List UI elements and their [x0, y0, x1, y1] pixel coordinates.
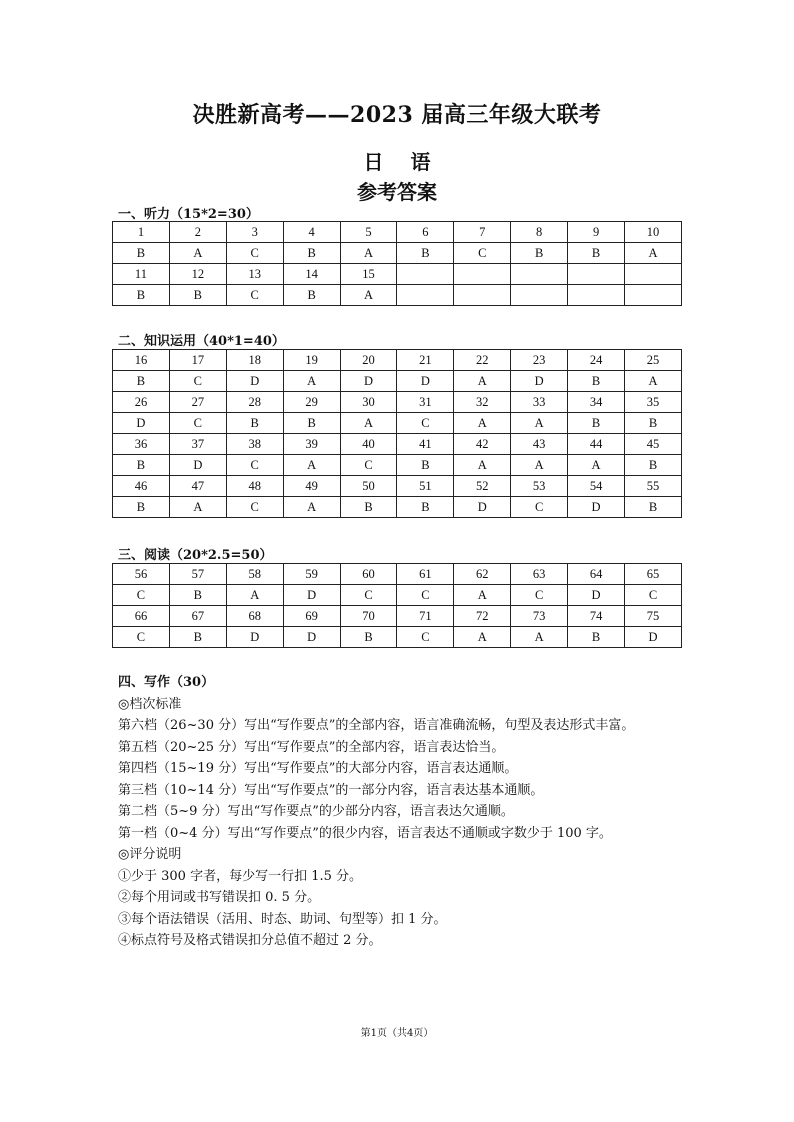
- question-number-cell: 5: [340, 222, 397, 243]
- answer-cell: A: [283, 371, 340, 392]
- question-number-cell: 64: [568, 564, 625, 585]
- answer-cell: A: [340, 285, 397, 306]
- question-number-cell: 4: [283, 222, 340, 243]
- question-number-cell: 55: [625, 476, 682, 497]
- answer-cell: B: [511, 243, 568, 264]
- answer-cell: [454, 285, 511, 306]
- answer-cell: B: [283, 413, 340, 434]
- knowledge-answer-table: [112, 349, 682, 518]
- answer-cell: A: [283, 497, 340, 518]
- question-number-cell: 23: [511, 350, 568, 371]
- answer-cell: B: [340, 627, 397, 648]
- question-number-cell: 61: [397, 564, 454, 585]
- question-number-cell: 30: [340, 392, 397, 413]
- question-number-row: [113, 606, 682, 627]
- writing-line: 第三档（10~14 分）写出“写作要点”的一部分内容，语言表达基本通顺。: [118, 782, 544, 798]
- question-number-cell: 16: [113, 350, 170, 371]
- question-number-cell: 51: [397, 476, 454, 497]
- question-number-cell: 19: [283, 350, 340, 371]
- answer-cell: B: [113, 455, 170, 476]
- question-number-cell: 25: [625, 350, 682, 371]
- answer-cell: A: [454, 585, 511, 606]
- answer-cell: D: [283, 627, 340, 648]
- question-number-cell: 31: [397, 392, 454, 413]
- answer-cell: A: [169, 243, 226, 264]
- reading-heading: 三、阅读（20*2.5=50）: [118, 548, 273, 563]
- answer-cell: C: [226, 285, 283, 306]
- answer-row: [113, 371, 682, 392]
- listening-answer-table: [112, 221, 682, 306]
- answer-cell: A: [226, 585, 283, 606]
- question-number-cell: 13: [226, 264, 283, 285]
- question-number-cell: 1: [113, 222, 170, 243]
- answer-cell: D: [283, 585, 340, 606]
- answer-cell: B: [568, 413, 625, 434]
- question-number-cell: 17: [169, 350, 226, 371]
- reading-answer-table: [112, 563, 682, 648]
- question-number-row: [113, 434, 682, 455]
- answer-cell: C: [340, 455, 397, 476]
- question-number-cell: 59: [283, 564, 340, 585]
- answer-cell: D: [511, 371, 568, 392]
- question-number-cell: 24: [568, 350, 625, 371]
- writing-line: 第四档（15~19 分）写出“写作要点”的大部分内容，语言表达通顺。: [118, 761, 518, 776]
- question-number-cell: 43: [511, 434, 568, 455]
- question-number-cell: 2: [169, 222, 226, 243]
- answer-cell: B: [113, 497, 170, 518]
- question-number-cell: 33: [511, 392, 568, 413]
- question-number-cell: 60: [340, 564, 397, 585]
- answer-row: [113, 455, 682, 476]
- question-number-cell: 75: [625, 606, 682, 627]
- answer-cell: A: [454, 371, 511, 392]
- answer-cell: A: [169, 497, 226, 518]
- question-number-cell: 29: [283, 392, 340, 413]
- writing-line: ◎档次标准: [118, 696, 182, 712]
- answer-cell: B: [169, 585, 226, 606]
- answer-cell: B: [113, 243, 170, 264]
- question-number-cell: 10: [625, 222, 682, 243]
- answer-cell: B: [568, 243, 625, 264]
- answer-cell: D: [113, 413, 170, 434]
- answer-cell: D: [169, 455, 226, 476]
- answer-cell: C: [226, 243, 283, 264]
- answer-row: [113, 585, 682, 606]
- answer-row: [113, 497, 682, 518]
- question-number-cell: 45: [625, 434, 682, 455]
- question-number-cell: 70: [340, 606, 397, 627]
- writing-line: ③每个语法错误（活用、时态、助词、句型等）扣 1 分。: [118, 911, 447, 927]
- question-number-cell: 40: [340, 434, 397, 455]
- answer-cell: B: [169, 285, 226, 306]
- question-number-cell: 32: [454, 392, 511, 413]
- answer-cell: C: [226, 497, 283, 518]
- question-number-cell: 73: [511, 606, 568, 627]
- question-number-cell: 14: [283, 264, 340, 285]
- question-number-cell: 21: [397, 350, 454, 371]
- answer-cell: B: [397, 243, 454, 264]
- answer-cell: A: [568, 455, 625, 476]
- question-number-cell: 37: [169, 434, 226, 455]
- question-number-cell: 49: [283, 476, 340, 497]
- answer-cell: B: [226, 413, 283, 434]
- question-number-cell: 41: [397, 434, 454, 455]
- answer-cell: A: [625, 243, 682, 264]
- question-number-cell: 27: [169, 392, 226, 413]
- question-number-cell: 34: [568, 392, 625, 413]
- question-number-cell: [511, 264, 568, 285]
- question-number-cell: 50: [340, 476, 397, 497]
- question-number-cell: 67: [169, 606, 226, 627]
- answer-cell: B: [113, 285, 170, 306]
- subject-label: 日 语: [363, 150, 431, 174]
- answer-cell: A: [340, 243, 397, 264]
- page-footer: 第1页（共4页）: [360, 1028, 434, 1039]
- question-number-cell: 9: [568, 222, 625, 243]
- answer-cell: D: [454, 497, 511, 518]
- question-number-cell: 53: [511, 476, 568, 497]
- question-number-cell: 57: [169, 564, 226, 585]
- answer-cell: C: [169, 371, 226, 392]
- answer-cell: B: [625, 455, 682, 476]
- answer-cell: B: [113, 371, 170, 392]
- answer-row: [113, 413, 682, 434]
- answer-cell: A: [454, 455, 511, 476]
- answer-cell: D: [226, 371, 283, 392]
- question-number-cell: 48: [226, 476, 283, 497]
- answer-cell: B: [283, 285, 340, 306]
- listening-heading: 一、听力（15*2=30）: [118, 207, 259, 222]
- question-number-cell: 65: [625, 564, 682, 585]
- answer-cell: [511, 285, 568, 306]
- writing-line: ④标点符号及格式错误扣分总值不超过 2 分。: [118, 933, 382, 948]
- question-number-cell: 69: [283, 606, 340, 627]
- question-number-cell: 26: [113, 392, 170, 413]
- question-number-cell: 11: [113, 264, 170, 285]
- question-number-cell: 42: [454, 434, 511, 455]
- question-number-cell: 39: [283, 434, 340, 455]
- answer-cell: A: [340, 413, 397, 434]
- writing-heading: 四、写作（30）: [118, 675, 215, 690]
- answer-cell: [625, 285, 682, 306]
- question-number-cell: 36: [113, 434, 170, 455]
- page-title: 决胜新高考——2023 届高三年级大联考: [192, 102, 602, 128]
- writing-line: ①少于 300 字者，每少写一行扣 1.5 分。: [118, 868, 363, 884]
- question-number-cell: 54: [568, 476, 625, 497]
- question-number-row: [113, 476, 682, 497]
- answer-cell: C: [397, 585, 454, 606]
- answer-cell: A: [511, 627, 568, 648]
- answer-cell: D: [226, 627, 283, 648]
- answer-cell: A: [283, 455, 340, 476]
- answer-row: [113, 243, 682, 264]
- writing-line: ◎评分说明: [118, 847, 182, 862]
- question-number-cell: 3: [226, 222, 283, 243]
- knowledge-heading: 二、知识运用（40*1=40）: [118, 334, 285, 349]
- writing-line: 第二档（5~9 分）写出“写作要点”的少部分内容，语言表达欠通顺。: [118, 804, 514, 819]
- answer-cell: C: [397, 627, 454, 648]
- answer-row: [113, 285, 682, 306]
- question-number-cell: 35: [625, 392, 682, 413]
- answer-cell: B: [625, 497, 682, 518]
- question-number-cell: 6: [397, 222, 454, 243]
- answer-cell: C: [454, 243, 511, 264]
- answer-cell: A: [511, 413, 568, 434]
- question-number-row: [113, 392, 682, 413]
- question-number-cell: [568, 264, 625, 285]
- question-number-cell: 22: [454, 350, 511, 371]
- question-number-cell: 68: [226, 606, 283, 627]
- question-number-row: [113, 264, 682, 285]
- question-number-cell: 66: [113, 606, 170, 627]
- question-number-cell: 15: [340, 264, 397, 285]
- answer-cell: A: [454, 413, 511, 434]
- answer-cell: A: [625, 371, 682, 392]
- question-number-cell: 12: [169, 264, 226, 285]
- answer-row: [113, 627, 682, 648]
- question-number-cell: 7: [454, 222, 511, 243]
- answer-cell: B: [340, 497, 397, 518]
- answer-cell: C: [511, 497, 568, 518]
- answer-cell: B: [283, 243, 340, 264]
- question-number-cell: [454, 264, 511, 285]
- answer-cell: [568, 285, 625, 306]
- answer-cell: C: [625, 585, 682, 606]
- question-number-cell: 52: [454, 476, 511, 497]
- answer-cell: B: [169, 627, 226, 648]
- writing-line: 第六档（26~30 分）写出“写作要点”的全部内容，语言准确流畅，句型及表达形式丰富。: [118, 718, 635, 733]
- answer-cell: C: [340, 585, 397, 606]
- question-number-cell: 56: [113, 564, 170, 585]
- question-number-cell: 28: [226, 392, 283, 413]
- question-number-cell: 58: [226, 564, 283, 585]
- question-number-row: [113, 222, 682, 243]
- answer-cell: D: [397, 371, 454, 392]
- question-number-cell: 74: [568, 606, 625, 627]
- writing-line: ②每个用词或书写错误扣 0. 5 分。: [118, 890, 321, 905]
- answer-cell: A: [454, 627, 511, 648]
- question-number-cell: 20: [340, 350, 397, 371]
- answer-cell: B: [568, 371, 625, 392]
- answer-cell: D: [340, 371, 397, 392]
- question-number-cell: 71: [397, 606, 454, 627]
- answer-cell: D: [625, 627, 682, 648]
- answer-cell: A: [511, 455, 568, 476]
- answer-cell: [397, 285, 454, 306]
- answer-key-subtitle: 参考答案: [357, 180, 437, 204]
- answer-cell: C: [511, 585, 568, 606]
- answer-cell: D: [568, 585, 625, 606]
- question-number-cell: 47: [169, 476, 226, 497]
- answer-cell: C: [113, 627, 170, 648]
- answer-cell: B: [568, 627, 625, 648]
- question-number-cell: 46: [113, 476, 170, 497]
- writing-line: 第五档（20~25 分）写出“写作要点”的全部内容，语言表达恰当。: [118, 739, 505, 755]
- answer-cell: C: [113, 585, 170, 606]
- question-number-cell: 8: [511, 222, 568, 243]
- answer-cell: C: [397, 413, 454, 434]
- answer-cell: B: [397, 455, 454, 476]
- question-number-row: [113, 564, 682, 585]
- writing-section: [118, 672, 718, 952]
- question-number-cell: 18: [226, 350, 283, 371]
- writing-line: 第一档（0~4 分）写出“写作要点”的很少内容，语言表达不通顺或字数少于 100 字。: [118, 825, 612, 841]
- answer-cell: C: [226, 455, 283, 476]
- answer-cell: B: [625, 413, 682, 434]
- question-number-row: [113, 350, 682, 371]
- answer-cell: D: [568, 497, 625, 518]
- question-number-cell: 44: [568, 434, 625, 455]
- answer-cell: B: [397, 497, 454, 518]
- question-number-cell: 38: [226, 434, 283, 455]
- question-number-cell: [397, 264, 454, 285]
- question-number-cell: 63: [511, 564, 568, 585]
- question-number-cell: 62: [454, 564, 511, 585]
- question-number-cell: 72: [454, 606, 511, 627]
- question-number-cell: [625, 264, 682, 285]
- answer-cell: C: [169, 413, 226, 434]
